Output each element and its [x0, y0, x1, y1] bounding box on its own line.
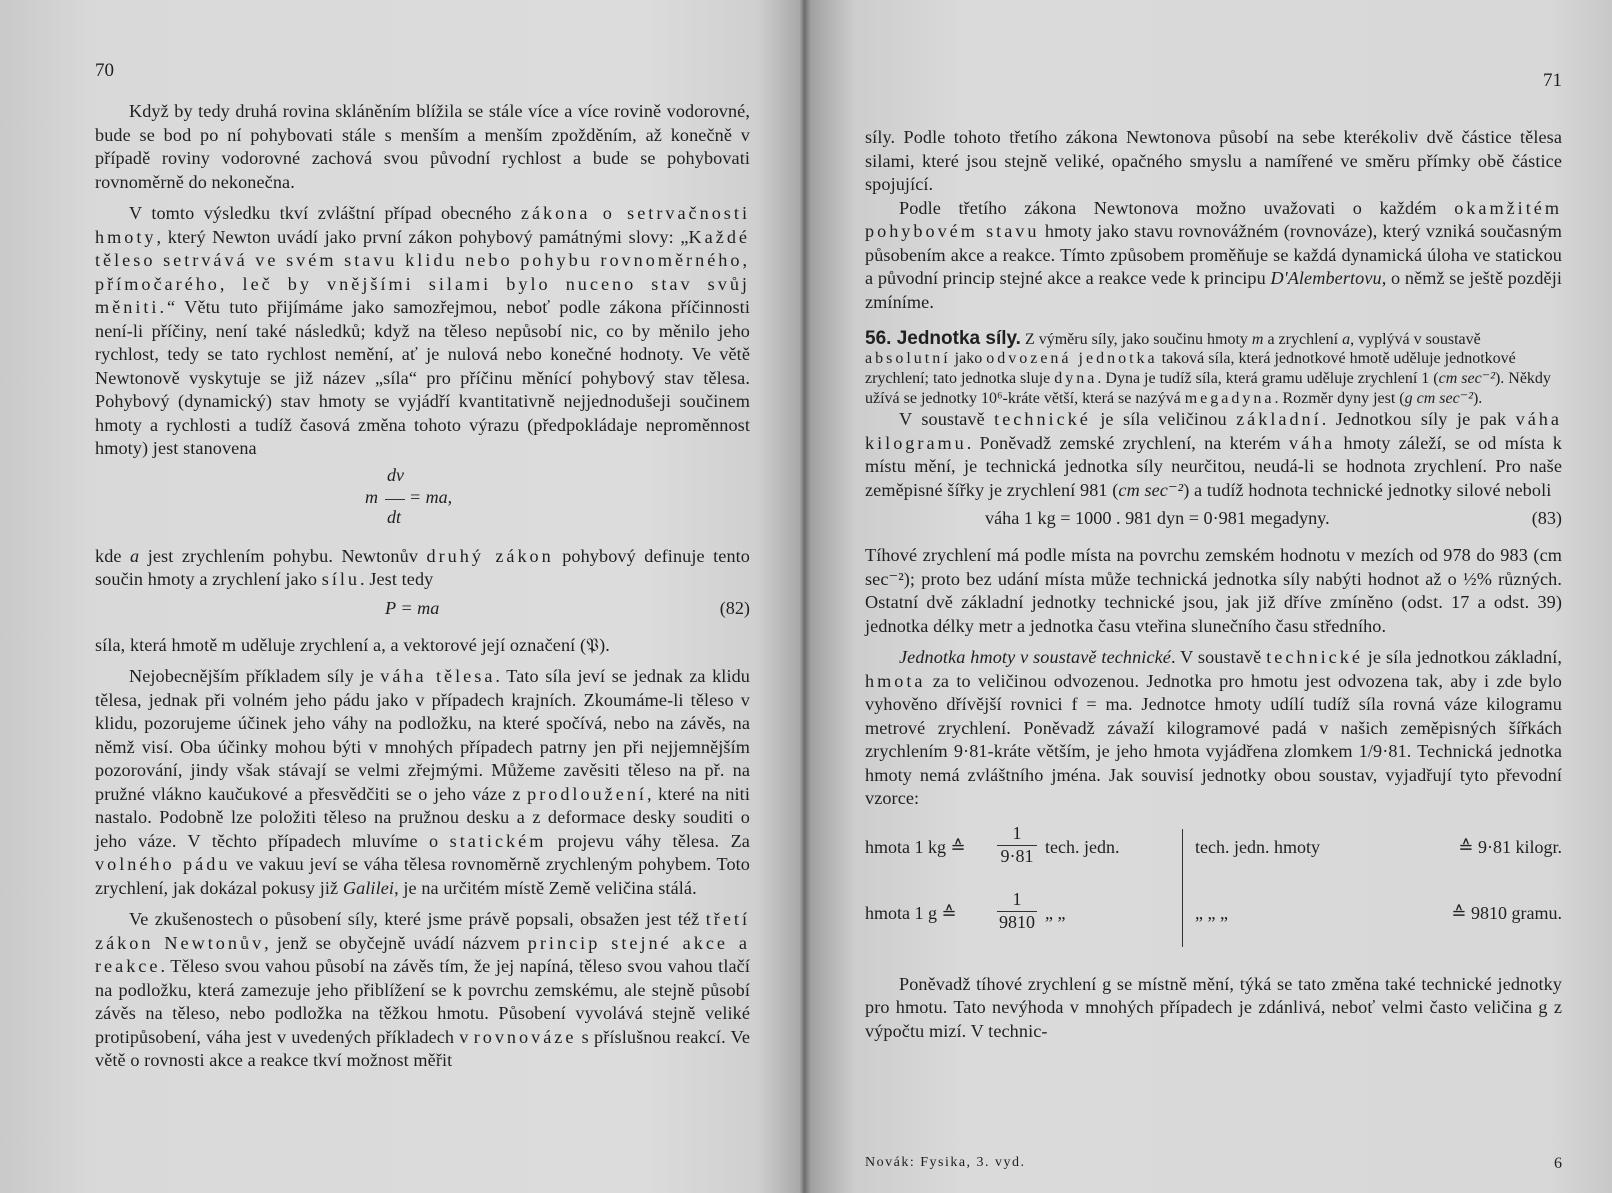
paragraph: Tíhové zrychlení má podle místa na povrchu zemském hodnotu v mezích od 978 do 983 (cm sec⁻²); proto bez udání místa může technická jednotka síly nabýti hodnot až o ½% různých. Ostatní dvě základní jednotky technické jsou, jak již dříve zmíněno (odst. 17 a odst. 39) jednotka délky metr a jednotka času vteřina slunečního času středního. [865, 545, 1562, 636]
spaced-term: třetí zákon Newtonův [95, 909, 750, 953]
text-run: . Těleso svou vahou působí na závěs tím, že jej napíná, těleso svou vahou tlačí na podložku, která zamezuje jeho přiblížení se k povrchu zemskému, ale stejně působí závěs na těleso, nebo podložka na těžkou hmotu. Působení vyvolává stejně veliké protipůsobení, váha jest v uvedených příkladech v [95, 956, 750, 1047]
text-run: Podle třetího zákona Newtonova možno uvažovati o každém [899, 197, 1455, 218]
formula-dv-dt [95, 465, 750, 535]
spaced-term: odvozená jednotka [986, 350, 1158, 367]
paragraph [95, 545, 750, 592]
paragraph [95, 908, 750, 1073]
conv-fraction [997, 823, 1037, 868]
spaced-term: okamžitém pohybovém stavu [865, 197, 1562, 241]
paragraph [865, 408, 1562, 502]
newton-quote: Každé těleso setrvává ve svém stavu klidu nebo pohybu rovnoměrného, přímočarého, leč by vnějšími silami bylo nuceno stav svůj měniti. [95, 226, 750, 317]
text-run: , které na niti nastalo. Podobně lze položiti těleso na pružnou desku a z deformace desky souditi o jeho váze. V těchto případech mluvíme o [95, 783, 750, 851]
conv-value: ≙ 9·81 kilogr. [1458, 836, 1562, 857]
paragraph [95, 202, 750, 461]
text-run: . Poněvadž zemské zrychlení, na kterém [966, 432, 1289, 453]
text-run: . Rozměr dyny jest ( [1274, 390, 1405, 407]
formula-denominator: dt [387, 506, 402, 527]
spaced-term: základní [1236, 409, 1322, 429]
paragraph [95, 665, 750, 900]
paragraph [865, 197, 1562, 315]
spaced-term: technické [994, 409, 1091, 429]
fraction-bar [385, 499, 405, 500]
conv-unit: „ „ [1045, 902, 1066, 923]
text-run: , o němž se ještě později zmíníme. [865, 268, 1563, 312]
equation-83 [865, 508, 1562, 536]
conversion-row [865, 823, 1562, 883]
text-run: ve vakuu jeví se váha tělesa rovnoměrně zrychleným pohybem. Toto zrychlení, jak dokázal pokusy již [95, 854, 751, 898]
spaced-term: volného pádu [95, 854, 231, 874]
paragraph: síly. Podle tohoto třetího zákona Newtonova působí na sebe kterékoliv dvě částice tělesa silami, které jsou stejně veliké, opačného smyslu a namířené ve směru přímky obě částice spojující. [865, 127, 1562, 194]
page-number-left: 70 [95, 60, 114, 81]
conv-denominator: 9·81 [1000, 845, 1034, 866]
formula-rhs: = ma, [409, 486, 453, 507]
left-page [0, 0, 790, 1193]
sheet-number: 6 [1554, 1155, 1562, 1172]
conv-unit: tech. jedn. [1045, 836, 1120, 857]
equation-82 [95, 598, 750, 626]
text-run: V tomto výsledku tkví zvláštní případ obecného [129, 203, 521, 223]
spaced-term: statickém [449, 830, 547, 851]
italic-heading: Jednotka hmoty v soustavě technické [899, 647, 1171, 667]
spaced-term: technické [1266, 647, 1363, 667]
conversion-table [865, 823, 1562, 963]
text-run: “ Větu tuto přijímáme jako samozřejmou, neboť podle zákona příčinnosti není-li příčiny, není také následků; když na těleso nepůsobí nic, co by měnilo jeho rychlost, tedy se tato rychlost nemění, ať je nulová nebo konečné hodnoty. Ve větě Newtonově vyskytuje se již název „síla“ pro příčinu měnící pohybový stav tělesa. Pohybový (dynamický) stav hmoty se vyjádří kvantitativně nejjednodušeji součinem hmoty a rychlosti a tudíž časová změna tohoto výrazu (předpokládaje neproměnnost hmoty) jest stanovena [95, 297, 750, 458]
symbol: a [1342, 331, 1351, 348]
text-run: je síla jednotkou základní, [1362, 647, 1562, 667]
spaced-term: druhý zákon [426, 545, 554, 566]
text-run: , je na určitém místě Země veličina stálá. [394, 877, 697, 898]
text-run: jest zrychlením pohybu. Newtonův [139, 545, 427, 566]
paragraph: Poněvadž tíhové zrychlení g se místně mění, týká se tato změna také technické jednotky pro hmotu. Tato nevýhoda v mnohých případech je zdánlivá, neboť velmi často veličina g z výpočtu mizí. V technic- [865, 973, 1562, 1041]
conversion-row [865, 889, 1562, 949]
unit-italic: cm sec⁻² [1118, 479, 1184, 500]
spaced-term: hmota [865, 670, 926, 691]
symbol: m [1251, 331, 1264, 348]
conv-label: tech. jedn. hmoty [1195, 836, 1320, 857]
page-number-right: 71 [1543, 70, 1562, 91]
text-run: , který Newton uvádí jako první zákon pohybový památnými slovy: „ [156, 226, 689, 247]
text-run: . Tato síla jeví se jednak za klidu tělesa, jednak při volném jeho pádu jako v případech krajních. Zkoumáme-li těleso v klidu, pozorujeme účinek jeho váhy na podložku, na které spočívá, nebo na závěs, na němž visí. Oba účinky mohou býti v mnohých případech patrny jen při nejjemnějším pozorování, jindy však stávají se velmi zřejmými. Můžeme zavěsiti těleso na př. na pružné vlákno kaučukové a přesvědčiti se o jeho váze z [95, 666, 750, 804]
equation-number: (82) [719, 597, 750, 618]
conv-numerator: 1 [1012, 888, 1022, 909]
name-italic: Galilei [342, 877, 395, 898]
paragraph: síla, která hmotě m uděluje zrychlení a, a vektorové její označení (𝔓). [95, 634, 610, 655]
conv-fraction [997, 889, 1037, 934]
spaced-term: dyna [1054, 370, 1098, 387]
text-run: , vyplývá v soustavě [1350, 331, 1481, 348]
equation-text: váha 1 kg = 1000 . 981 dyn = 0·981 megadyny. [985, 508, 1330, 528]
conv-numerator: 1 [1012, 822, 1022, 843]
unit-italic: cm sec⁻² [1438, 370, 1495, 387]
conv-label: hmota 1 kg ≙ [865, 836, 966, 857]
text-run: Nejobecnějším příkladem síly je [129, 666, 381, 686]
text-run: s příslušnou reakcí. Ve větě o rovnosti akce a reakce tkví možnost měřit [95, 1026, 750, 1070]
spaced-term: zákona o setrvačnosti hmoty [95, 203, 750, 247]
text-run: ). [1472, 390, 1483, 407]
equation-number: (83) [1531, 508, 1562, 528]
text-run: . Jest tedy [360, 569, 434, 589]
conv-denominator: 9810 [999, 911, 1035, 932]
text-run: hmoty jako stavu rovnovážném (rovnováze), který vzniká současným působením akce a reakce. Tímto způsobem proměňuje se každá dynamická úloha ve statickou a původní princip stejné akce a reakce vede k principu [865, 221, 1562, 288]
equation-text: P = ma [385, 597, 440, 618]
text-run: projevu váhy tělesa. Za [546, 830, 750, 851]
footer-signature: Novák: Fysika, 3. vyd. [865, 1155, 1026, 1170]
text-run: Z výměru síly, jako součinu hmoty [1020, 331, 1252, 348]
text-run: za to veličinou odvozenou. Jednotka pro hmotu jest odvozena tak, aby i zde bylo vyhověno dřívější rovnici f = ma. Jednotce hmoty udílí tudíž síla rovná váze kilogramu metrové zrychlení. Poněvadž závaží kilogramové padá v našich zeměpisných šířkách zrychlením 9·81-kráte větším, je jeho hmota vyjádřena zlomkem 1/9·81. Technická jednotka hmoty nemá zvláštního jména. Jak souvisí jednotky obou soustav, vyjadřují tyto převodní vzorce: [865, 670, 1562, 808]
text-run: je síla veličinou [1090, 409, 1237, 429]
spaced-term: princip stejné akce a reakce [95, 932, 751, 976]
text-run: , jenž se obyčejně uvádí názvem [264, 932, 528, 953]
text-run: kde [95, 545, 131, 566]
conv-value: ≙ 9810 gramu. [1451, 902, 1562, 923]
spaced-term: váha tělesa [380, 666, 496, 686]
spaced-term: sílu [321, 569, 361, 589]
section-heading: 56. Jednotka síly. [865, 328, 1021, 349]
text-run: . V soustavě [1170, 647, 1267, 667]
text-run: taková síla, která jednotkové hmotě uděluje jednotkové zrychlení; tato jednotka sluje [865, 350, 1516, 387]
spaced-term: rovnováze [473, 1026, 577, 1047]
symbol: a [130, 545, 140, 566]
text-run: pohybový definuje tento součin hmoty a zrychlení jako [95, 545, 750, 589]
text-run: ) a tudíž hodnota technické jednotky silové neboli [1183, 479, 1552, 500]
text-run: jako [950, 350, 987, 367]
conv-label: hmota 1 g ≙ [865, 902, 957, 923]
formula-lhs: m [365, 486, 378, 507]
spaced-term: váha kilogramu [865, 409, 1562, 453]
spaced-term: prodloužení [527, 783, 647, 804]
text-run: . Jednotkou síly je pak [1321, 409, 1516, 429]
text-run: V soustavě [899, 409, 995, 429]
formula-numerator: dv [387, 464, 404, 485]
right-page [800, 0, 1612, 1193]
text-run: ). Někdy užívá se jednotky 10⁶-kráte větší, která se nazývá [865, 370, 1551, 407]
name-italic: D'Alembertovu [1270, 268, 1382, 288]
text-run: hmoty záleží, se od místa k místu mění, je technická jednotka síly neurčitou, neudá-li se hodnota zrychlení. Pro naše zeměpisné šířky je zrychlení 981 ( [865, 432, 1563, 500]
spaced-term: váha [1288, 432, 1336, 453]
spaced-term: absolutní [865, 350, 951, 367]
paragraph [865, 646, 1562, 811]
text-run: Ve zkušenostech o působení síly, které jsme právě popsali, obsažen jest též [129, 909, 706, 929]
unit-italic: g cm sec⁻² [1404, 390, 1473, 407]
text-run: . Dyna je tudíž síla, která gramu uděluje zrychlení 1 ( [1097, 370, 1439, 387]
text-run: a zrychlení [1263, 331, 1343, 348]
paragraph: Když by tedy druhá rovina skláněním blížila se stále více a více rovině vodorovné, bude se bod po ní pohybovati stále s menším a menším zpožděním, až konečně v případě roviny vodorovné zachová svou původní rychlost a bude se pohybovati rovnoměrně do nekonečna. [95, 101, 750, 192]
spaced-term: megadyna [1184, 390, 1275, 407]
page-footer [865, 1155, 1562, 1177]
conv-label: „ „ „ [1195, 902, 1228, 923]
